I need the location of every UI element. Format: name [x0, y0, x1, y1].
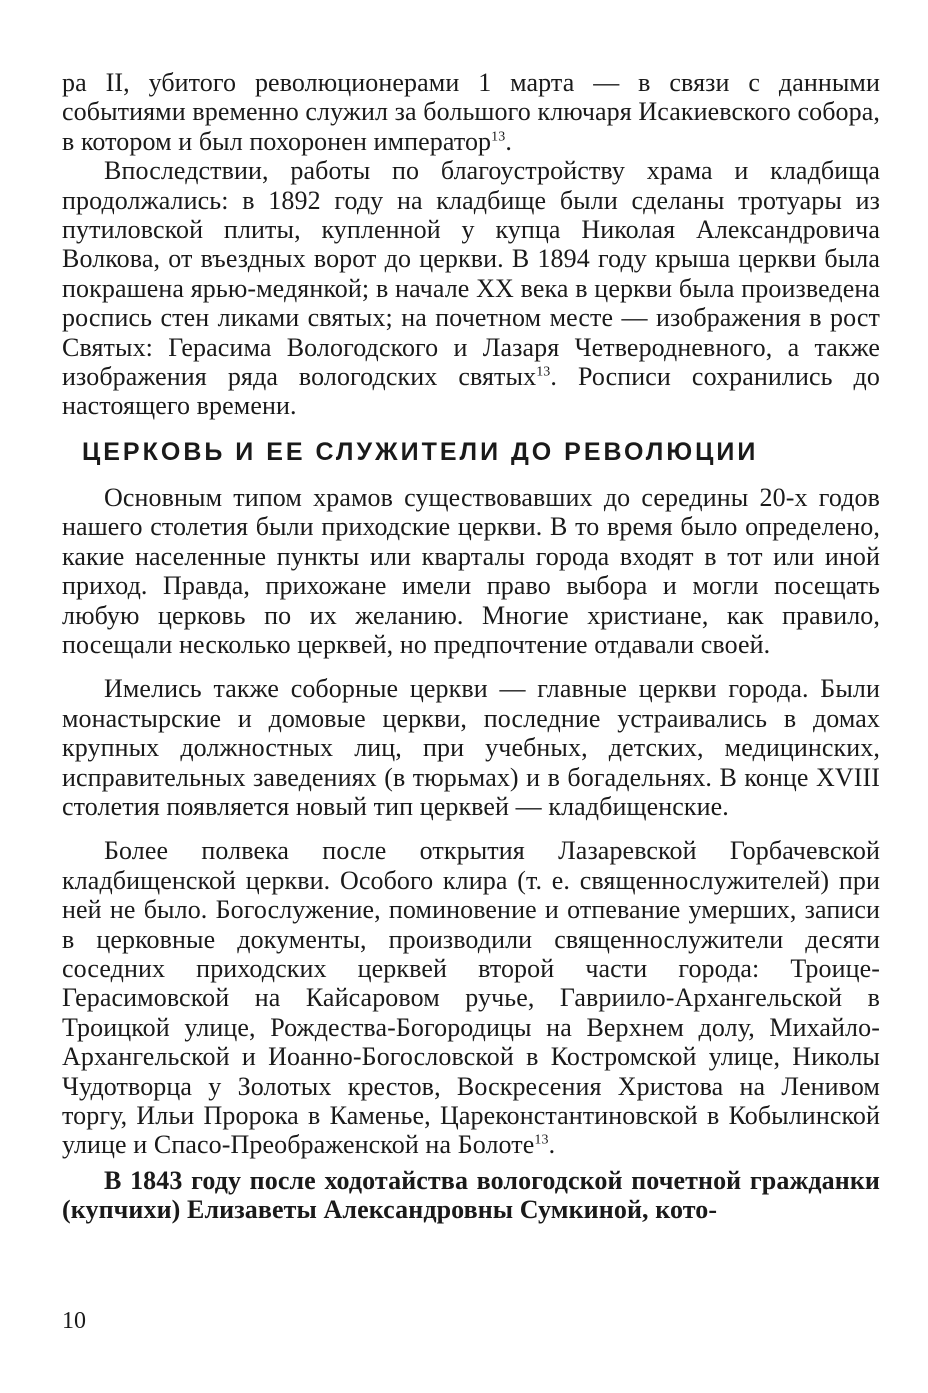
paragraph-6: В 1843 году после ходотайства вологодской почетной гражданки (купчихи) Елизаветы Александровны Сумкиной, кото- [62, 1165, 880, 1225]
footnote-ref: 13 [534, 1132, 549, 1148]
page-number: 10 [62, 1308, 86, 1334]
paragraph-3: Основным типом храмов существовавших до середины 20-х годов нашего столетия были приходские церкви. В то время было определено, какие населенные пункты или кварталы города входят в тот или иной приход. Правда, прихожане имели право выбора и могли посещать любую церковь по их желанию. Многие христиане, как правило, посещали несколько церквей, но предпочтение отдавали своей. [62, 482, 880, 659]
paragraph-5 [62, 836, 880, 1159]
paragraph-2 [62, 156, 880, 421]
paragraph-5-end: . [548, 1130, 556, 1160]
section-heading: ЦЕРКОВЬ И ЕЕ СЛУЖИТЕЛИ ДО РЕВОЛЮЦИИ [82, 437, 759, 466]
page-content [62, 68, 880, 1225]
paragraph-1 [62, 68, 880, 156]
paragraph-1-end: . [505, 126, 512, 156]
footnote-ref: 13 [491, 129, 506, 145]
paragraph-4: Имелись также соборные церкви — главные церкви города. Были монастырские и домовые церкви, последние устраивались в домах крупных должностных лиц, при учебных, детских, медицинских, исправительных заведениях (в тюрьмах) и в богадельнях. В конце XVIII столетия появляется новый тип церквей — кладбищенские. [62, 674, 880, 821]
paragraph-5-text: Более полвека после открытия Лазаревской Горбачевской кладбищенской церкви. Особого клира (т. е. священнослужителей) при ней не было. Богослужение, поминовение и отпевание умерших, записи в церковные документы, производили священнослужители десяти соседних приходских церквей второй части города: Троице-Герасимовской на Кайсаровом ручье, Гавриило-Архангельской в Троицкой улице, Рождества-Богородицы на Верхнем долу, Михайло-Архангельской и Иоанно-Богословской в Костромской улице, Николы Чудотворца у Золотых крестов, Воскресения Христова на Ленивом торгу, Ильи Пророка в Каменье, Цареконстантиновской в Кобылинской улице и Спасо-Преображенской на Болоте [62, 836, 880, 1160]
paragraph-2-text: Впоследствии, работы по благоустройству храма и кладбища продолжались: в 1892 году на кладбище были сделаны тротуары из путиловской плиты, купленной у купца Николая Александровича Волкова, от въездных ворот до церкви. В 1894 году крыша церкви была покрашена ярью-медянкой; в начале XX века в церкви была произведена роспись стен ликами святых; на почетном месте — изображения в рост Святых: Герасима Вологодского и Лазаря Четверодневного, а также изображения ряда вологодских святых [62, 156, 880, 392]
footnote-ref: 13 [536, 364, 551, 380]
paragraph-1-text: ра II, убитого революционерами 1 марта — в связи с данными событиями временно служил за большого ключаря Исакиевского собора, в котором и был похоронен император [62, 68, 880, 156]
paragraph-2-text-end: . Росписи сохранились до настоящего времени. [62, 362, 880, 421]
